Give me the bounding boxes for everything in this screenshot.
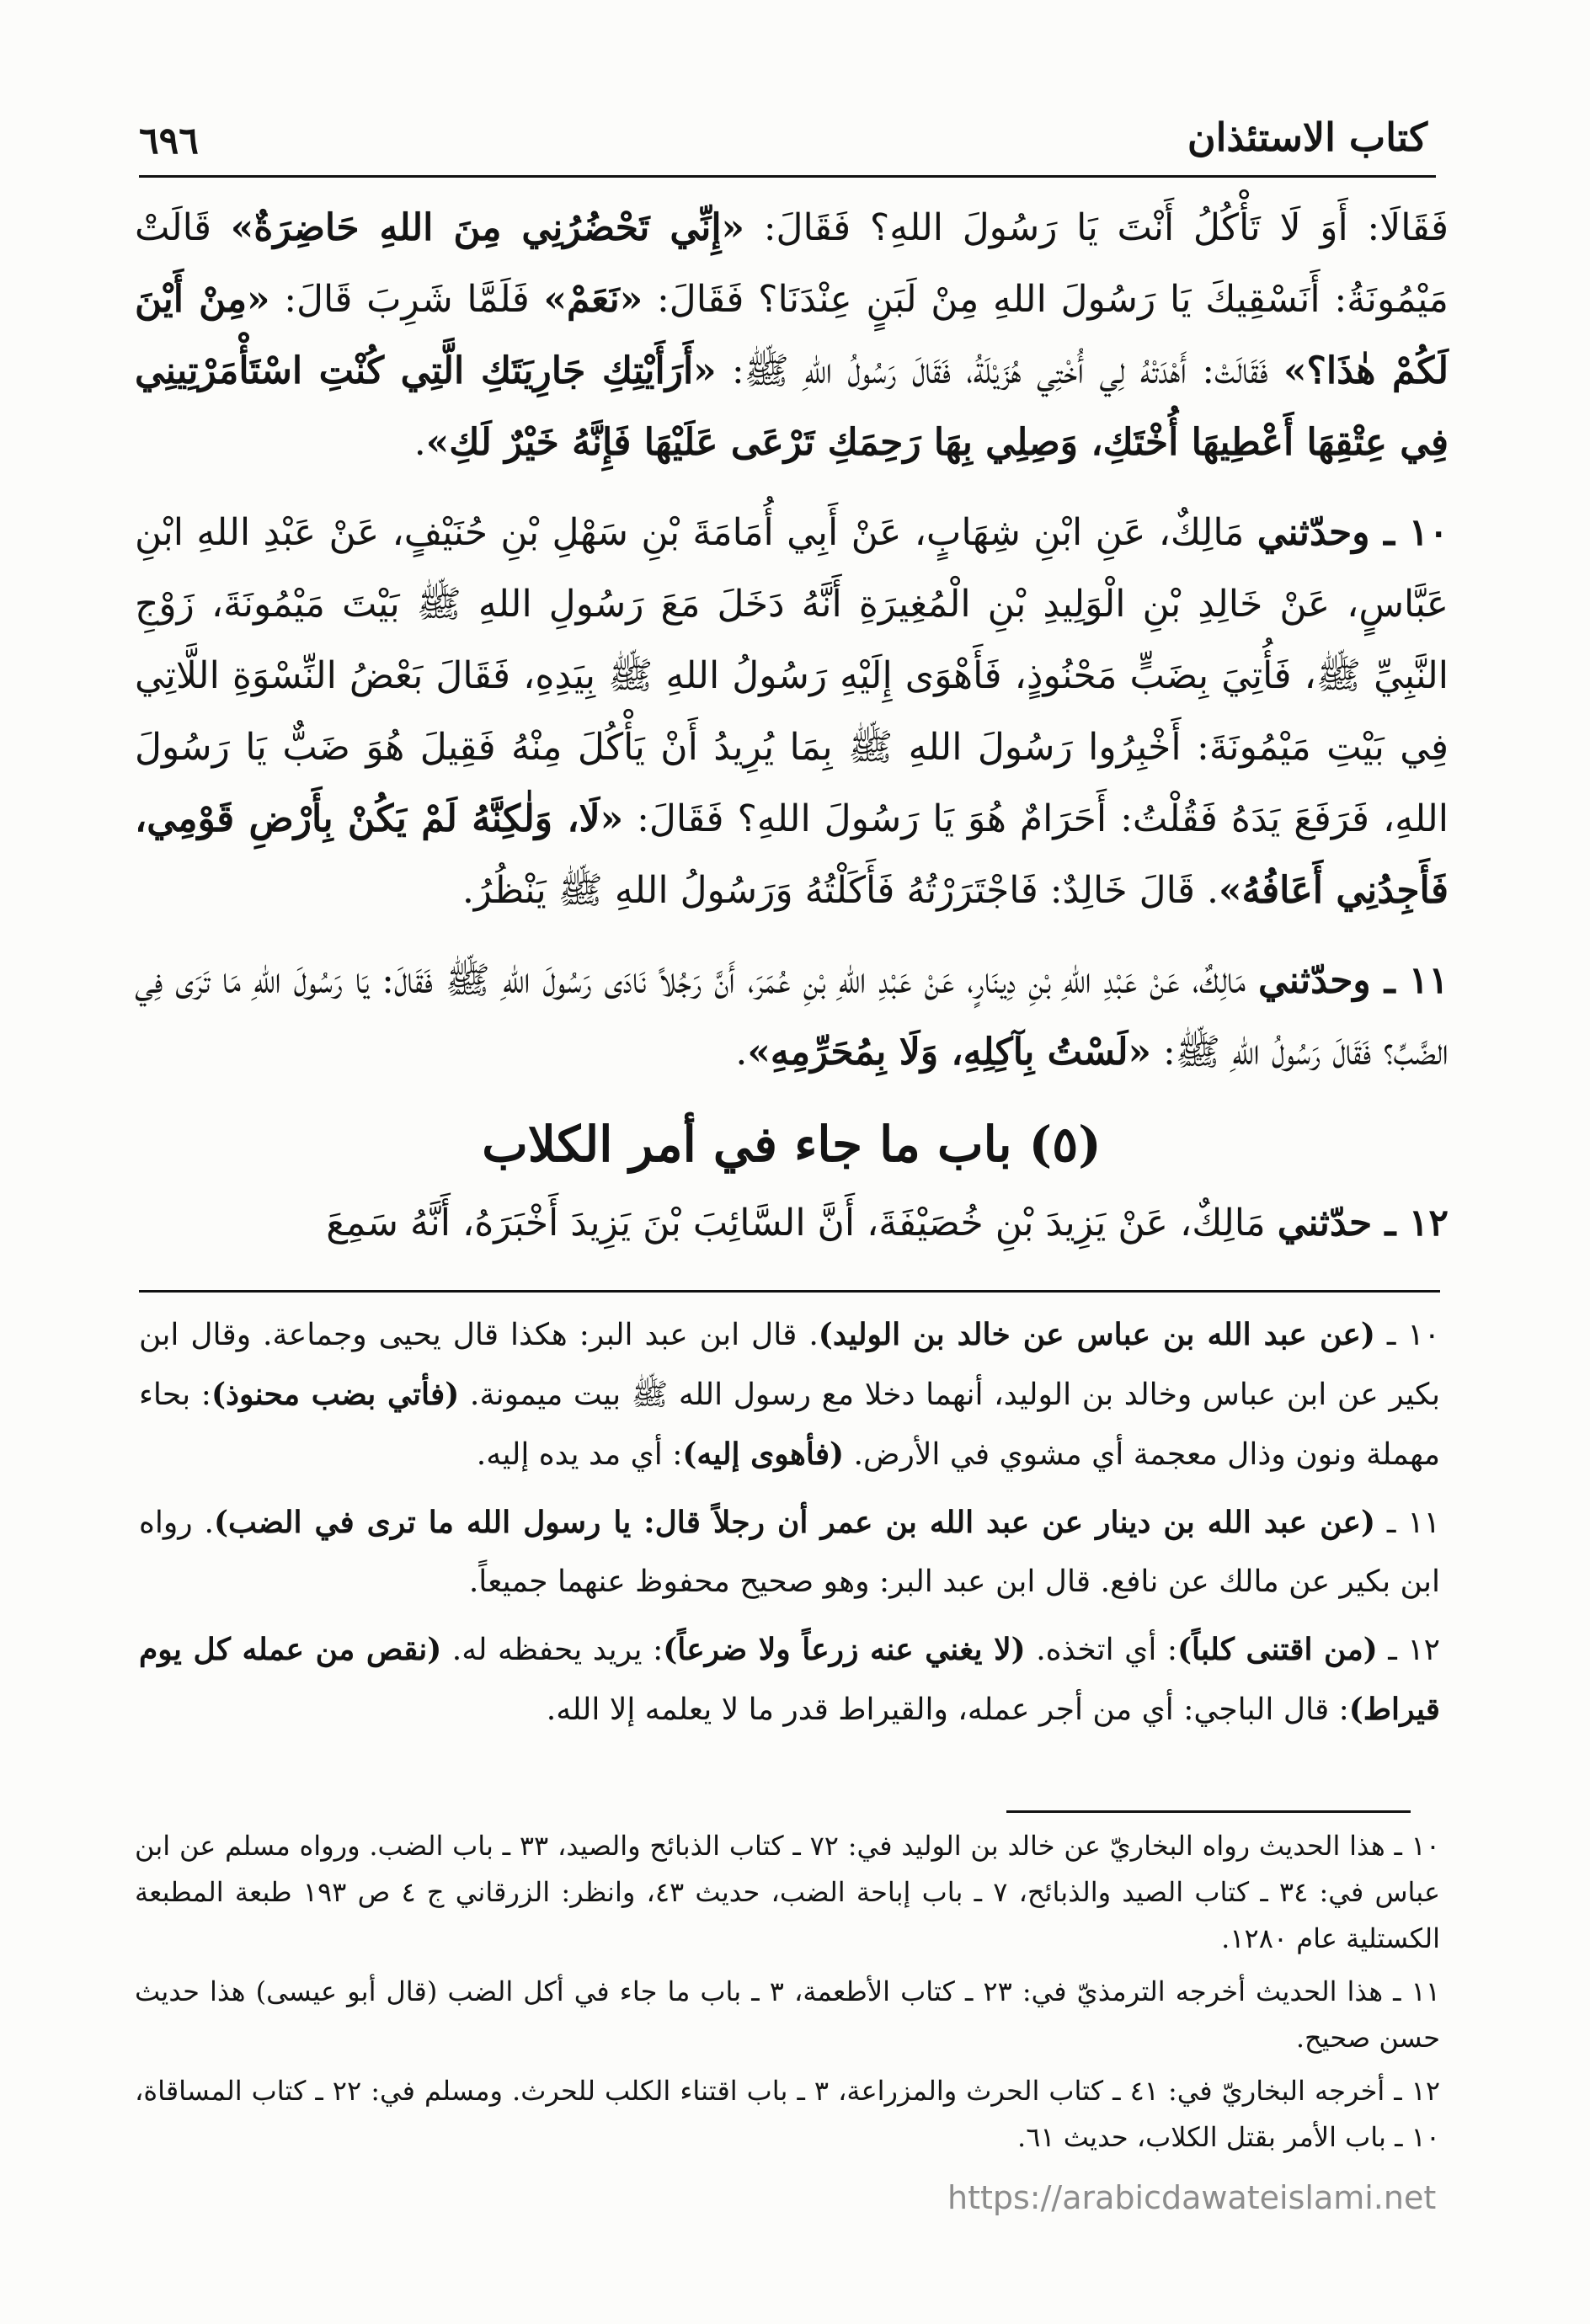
- text-run: مَالِكٌ، عَنْ عَبْدِ اللهِ بْنِ دِينَارٍ، عَنْ عَبْدِ اللهِ بْنِ عُمَرَ، أَنَّ رَجُلاً نَادَى رَسُولَ اللهِ ﷺ فَقَالَ: يَا رَسُولَ اللهِ مَا تَرَى فِي الضَّبِّ؟ فَقَالَ رَسُولُ اللهِ ﷺ:: [135, 959, 1449, 1074]
- quote-bold: «لَسْتُ بِآكِلِهِ، وَلَا بِمُحَرِّمِهِ»: [747, 1031, 1152, 1074]
- paragraph-continuation: [135, 192, 1449, 478]
- note-number: ١١ ـ: [1375, 1506, 1440, 1540]
- hadith-11: [135, 945, 1449, 1088]
- text-run: : بحاء مهملة ونون وذال معجمة أي مشوي في الأرض.: [139, 1378, 1440, 1472]
- text-run: .: [414, 421, 426, 464]
- hadith-number: ١٢ ـ حدّثني: [1277, 1202, 1449, 1245]
- text-run: قَالَتْ مَيْمُونَةُ: أَنَسْقِيكَ يَا رَسُولَ اللهِ مِنْ لَبَنٍ عِنْدَنَا؟ فَقَالَ:: [135, 206, 1449, 321]
- text-run: . قال ابن عبد البر: هكذا قال يحيى وجماعة. وقال ابن بكير عن ابن عباس وخالد بن الوليد، أنهما دخلا مع رسول الله ﷺ بيت ميمونة.: [139, 1318, 1441, 1412]
- running-title: كتاب الاستئذان: [1187, 115, 1427, 160]
- quote-bold: «إِنِّي تَحْضُرُنِي مِنَ اللهِ حَاضِرَةٌ»: [230, 206, 745, 249]
- note-bold: (عن عبد الله بن دينار عن عبد الله بن عمر أن رجلاً قال: يا رسول الله ما ترى في الضب): [213, 1505, 1376, 1540]
- divider-notes-refs: [1006, 1810, 1411, 1813]
- text-run: : يريد يحفظه له.: [441, 1633, 664, 1667]
- text-run: فَقَالَتْ: أَهْدَتْهُ لِي أُخْتِي هُزَيْلَةُ، فَقَالَ رَسُولُ اللهِ ﷺ:: [716, 349, 1284, 392]
- quote-bold: «لَا، وَلٰكِنَّهُ لَمْ يَكُنْ بِأَرْضِ قَوْمِي، فَأَجِدُنِي أَعَافُهُ»: [135, 797, 1449, 912]
- note-bold: (نقص من عمله كل يوم قيراط): [139, 1632, 1440, 1727]
- quote-bold: «أَرَأَيْتِكِ جَارِيَتَكِ الَّتِي كُنْتِ اسْتَأْمَرْتِينِي فِي عِتْقِهَا أَعْطِيهَا أُخْتَكِ، وَصِلِي بِهَا رَحِمَكِ تَرْعَى عَلَيْهَا فَإِنَّهُ خَيْرٌ لَكِ»: [135, 349, 1449, 464]
- text-run: فَقَالَا: أَوَ لَا تَأْكُلُ أَنْتَ يَا رَسُولَ اللهِ؟ فَقَالَ:: [744, 206, 1449, 249]
- commentary-notes: [139, 1305, 1440, 1748]
- chapter-heading: (٥) باب ما جاء في أمر الكلاب: [482, 1116, 1102, 1173]
- text-run: : قال الباجي: أي من أجر عمله، والقيراط قدر ما لا يعلمه إلا الله.: [546, 1692, 1349, 1727]
- text-run: .: [735, 1031, 748, 1074]
- note-bold: (فأتي بضب محنوذ): [211, 1377, 460, 1412]
- page-number: ٦٩٦: [139, 120, 199, 163]
- quote-bold: «مِنْ أَيْنَ لَكُمْ هٰذَا؟»: [135, 278, 1449, 392]
- note-bold: (عن عبد الله بن عباس عن خالد بن الوليد): [818, 1317, 1375, 1352]
- note-number: ١٢ ـ: [1377, 1633, 1440, 1667]
- text-run: . رواه ابن بكير عن مالك عن نافع. قال ابن عبد البر: وهو صحيح محفوظ عنهما جميعاً.: [139, 1506, 1440, 1599]
- note-bold: (من اقتنى كلباً): [1176, 1632, 1378, 1667]
- watermark-url: https://arabicdawateislami.net: [947, 2179, 1437, 2216]
- ref-10: ١٠ ـ هذا الحديث رواه البخاريّ عن خالد بن الوليد في: ٧٢ ـ كتاب الذبائح والصيد، ٣٣ ـ باب الضب. ورواه مسلم عن ابن عباس في: ٣٤ ـ كتاب الصيد والذبائح، ٧ ـ باب إباحة الضب، حديث ٤٣، وانظر: الزرقاني ج ٤ ص ١٩٣ طبعة المطبعة الكستلية عام ١٢٨٠.: [135, 1830, 1441, 1954]
- text-run: فَلَمَّا شَرِبَ قَالَ:: [269, 278, 544, 321]
- note-10: [139, 1305, 1440, 1484]
- note-11: [139, 1493, 1440, 1612]
- text-run: . قَالَ خَالِدٌ: فَاجْتَرَرْتُهُ فَأَكَلْتُهُ وَرَسُولُ اللهِ ﷺ يَنْظُرُ.: [462, 869, 1219, 912]
- hadith-12: [135, 1187, 1449, 1259]
- hadith-number: ١٠ ـ وحدّثني: [1257, 511, 1449, 554]
- hadith-number: ١١ ـ وحدّثني: [1257, 959, 1449, 1002]
- main-text: [135, 192, 1449, 1277]
- note-number: ١٠ ـ: [1374, 1318, 1440, 1352]
- note-bold: (فأهوى إليه): [682, 1437, 845, 1472]
- page-header: [139, 108, 1436, 178]
- text-run: : أي مد يده إليه.: [476, 1437, 683, 1472]
- note-12: [139, 1620, 1440, 1740]
- text-run: مَالِكٌ، عَنْ يَزِيدَ بْنِ خُصَيْفَةَ، أَنَّ السَّائِبَ بْنَ يَزِيدَ أَخْبَرَهُ، أَنَّهُ سَمِعَ: [326, 1202, 1278, 1245]
- divider-main-notes: [139, 1290, 1440, 1293]
- ref-11: ١١ ـ هذا الحديث أخرجه الترمذيّ في: ٢٣ ـ كتاب الأطعمة، ٣ ـ باب ما جاء في أكل الضب (قال أبو عيسى) هذا حديث حسن صحيح.: [135, 1975, 1441, 2054]
- note-bold: (لا يغني عنه زرعاً ولا ضرعاً): [663, 1632, 1026, 1667]
- reference-footnotes: [135, 1823, 1440, 2167]
- hadith-10: [135, 497, 1449, 926]
- text-run: : أي اتخذه.: [1025, 1633, 1177, 1667]
- text-run: مَالِكٌ، عَنِ ابْنِ شِهَابٍ، عَنْ أَبِي أُمَامَةَ بْنِ سَهْلِ بْنِ حُنَيْفٍ، عَنْ عَبْدِ اللهِ ابْنِ عَبَّاسٍ، عَنْ خَالِدِ بْنِ الْوَلِيدِ بْنِ الْمُغِيرَةِ أَنَّهُ دَخَلَ مَعَ رَسُولِ اللهِ ﷺ بَيْتَ مَيْمُونَةَ، زَوْجِ النَّبِيِّ ﷺ، فَأُتِيَ بِضَبٍّ مَحْنُوذٍ، فَأَهْوَى إِلَيْهِ رَسُولُ اللهِ ﷺ بِيَدِهِ، فَقَالَ بَعْضُ النِّسْوَةِ اللَّاتِي فِي بَيْتِ مَيْمُونَةَ: أَخْبِرُوا رَسُولَ اللهِ ﷺ بِمَا يُرِيدُ أَنْ يَأْكُلَ مِنْهُ فَقِيلَ هُوَ ضَبٌّ يَا رَسُولَ اللهِ، فَرَفَعَ يَدَهُ فَقُلْتُ: أَحَرَامٌ هُوَ يَا رَسُولَ اللهِ؟ فَقَالَ:: [135, 511, 1449, 840]
- quote-bold: «نَعَمْ»: [543, 278, 643, 321]
- ref-12: ١٢ ـ أخرجه البخاريّ في: ٤١ ـ كتاب الحرث والمزراعة، ٣ ـ باب اقتناء الكلب للحرث. ومسلم في: ٢٢ ـ كتاب المساقاة، ١٠ ـ باب الأمر بقتل الكلاب، حديث ٦١.: [135, 2075, 1441, 2153]
